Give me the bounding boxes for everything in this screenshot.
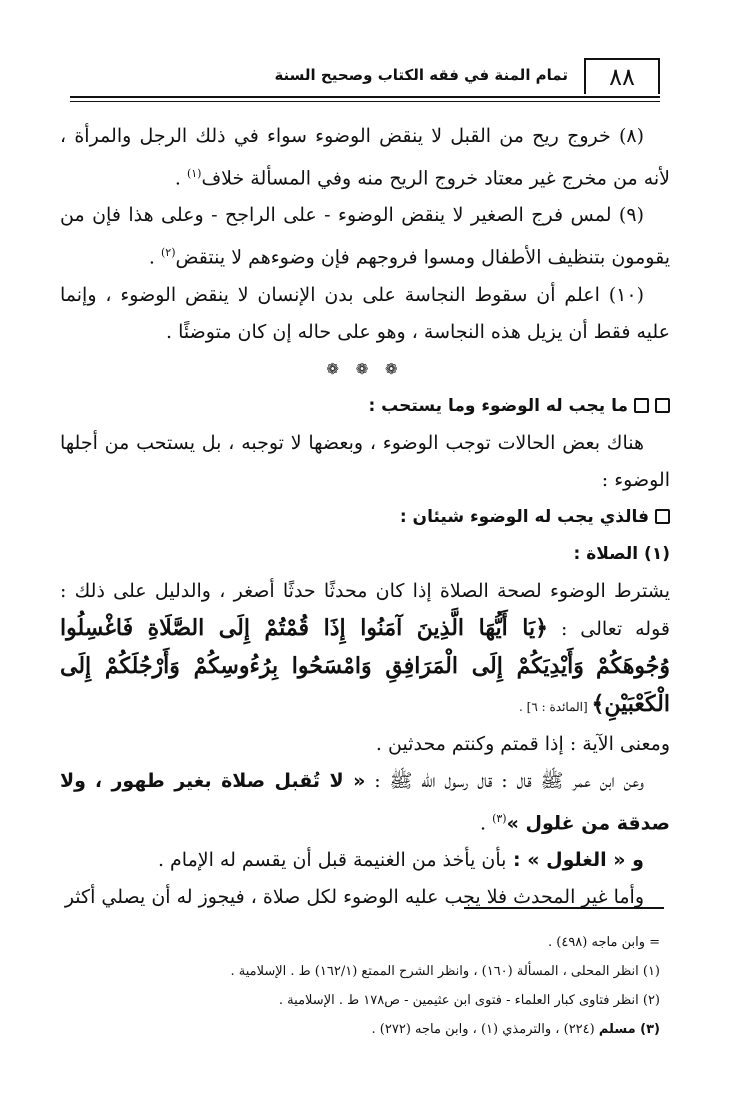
- page-number: ٨٨: [584, 58, 660, 94]
- header-rule-thin: [70, 101, 660, 102]
- footnote-continuation: = وابن ماجه (٤٩٨) .: [548, 935, 660, 950]
- p9-line2: يقومون بتنظيف الأطفال ومسوا فروجهم فإن وضوءهم لا ينتقض: [175, 246, 670, 269]
- p10-line1: (١٠) اعلم أن سقوط النجاسة على بدن الإنسان لا ينقض الوضوء ، وإنما عليه: [60, 283, 670, 343]
- hadith-paragraph: [60, 763, 670, 842]
- section-heading: [60, 388, 670, 425]
- ghulul-def: بأن يأخذ من الغنيمة قبل أن يقسم له الإمام .: [157, 848, 507, 871]
- footnote-3-text: (٢٢٤) ، والترمذي (١) ، وابن ماجه (٢٧٢) .: [371, 1022, 599, 1037]
- p9-end: .: [148, 246, 161, 269]
- hadith-intro: وعن ابن عمر ﷺ قال : قال رسول الله ﷺ :: [365, 769, 645, 792]
- paragraph-8: [60, 118, 670, 197]
- square-bullet-icon: [634, 398, 649, 413]
- running-title: تمام المنة في فقه الكتاب وصحيح السنة: [274, 66, 568, 84]
- footnote-ref-3[interactable]: (٣): [492, 811, 507, 825]
- ghulul-definition: [60, 842, 670, 879]
- p8-line1: (٨) خروج ريح من القبل لا ينقض الوضوء سواء في ذلك الرجل والمرأة ، لأنه: [60, 125, 670, 190]
- footnote-ref-1[interactable]: (١): [186, 167, 202, 180]
- quran-reference: [المائدة : ٦] .: [519, 699, 592, 714]
- condition-text: يشترط الوضوء لصحة الصلاة إذا كان محدثًا حدثًا أصغر ، والدليل على ذلك :: [60, 579, 670, 602]
- quran-verse-line2: وَأَيْدِيَكُمْ إِلَى الْمَرَافِقِ وَامْسَحُوا بِرُءُوسِكُمْ وَأَرْجُلَكُمْ إِلَى الْكَعْبَيْنِ﴾: [60, 652, 670, 717]
- body-text: [60, 118, 670, 916]
- footnote-2: (٢) انظر فتاوى كبار العلماء - فتوى ابن عثيمين - ص١٧٨ ط . الإسلامية .: [278, 993, 660, 1008]
- intro-paragraph: [60, 425, 670, 499]
- subsection-heading-text: فالذي يجب له الوضوء شيئان :: [399, 506, 649, 527]
- intro-line1: هناك بعض الحالات توجب الوضوء ، وبعضها لا توجبه ، بل يستحب من: [104, 431, 644, 454]
- condition-paragraph: [60, 573, 670, 726]
- p8-line2: من مخرج غير معتاد خروج الريح منه وفي المسألة خلاف: [201, 167, 638, 190]
- last-paragraph: وأما غير المحدث فلا يجب عليه الوضوء لكل صلاة ، فيجوز له أن يصلي أكثر: [64, 885, 644, 908]
- meaning-line: ومعنى الآية : إذا قمتم وكنتم محدثين .: [375, 732, 670, 755]
- p10-line2: فقط أن يزيل هذه النجاسة ، وهو على حاله إن كان متوضئًا .: [166, 320, 631, 343]
- ghulul-term: و « الغلول » :: [506, 848, 644, 871]
- quran-verse-line1: ﴿يَا أَيُّهَا الَّذِينَ آمَنُوا إِذَا قُمْتُمْ إِلَى الصَّلَاةِ فَاغْسِلُوا وُجُوهَكُمْ: [60, 614, 671, 679]
- square-bullet-icon: [655, 509, 670, 524]
- paragraph-10: [60, 277, 670, 351]
- subsection-heading: [60, 499, 670, 536]
- prayer-heading: (١) الصلاة :: [573, 543, 670, 564]
- footnote-3-label: (٣) مسلم: [598, 1022, 660, 1037]
- quran-intro: قوله تعالى :: [547, 617, 670, 640]
- p9-line1: (٩) لمس فرج الصغير لا ينقض الوضوء - على الراجح - وعلى هذا فإن من: [60, 204, 644, 227]
- p8-end: .: [174, 167, 187, 190]
- running-header: [70, 58, 660, 98]
- footnotes: [60, 928, 660, 1044]
- hadith-end: .: [479, 811, 493, 834]
- section-heading-text: ما يجب له الوضوء وما يستحب :: [368, 395, 628, 416]
- footnote-divider: [464, 907, 664, 909]
- header-rule: [70, 96, 660, 98]
- footnote-1: (١) انظر المحلى ، المسألة (١٦٠) ، وانظر الشرح الممتع (١٦٢/١) ط . الإسلامية .: [230, 964, 660, 979]
- square-bullet-icon: [655, 398, 670, 413]
- hadith-text-line1: « لا تُقبل صلاة بغير طهور ،: [94, 769, 366, 792]
- hadith-text-line2: ولا صدقة من غلول »: [60, 769, 670, 834]
- footnote-ref-2[interactable]: (٢): [161, 246, 176, 260]
- section-separator-stars: ❁ ❁ ❁: [326, 359, 404, 378]
- intro-line2: أجلها الوضوء :: [60, 431, 670, 491]
- paragraph-9: [60, 197, 670, 276]
- footnote-3: [60, 1015, 660, 1044]
